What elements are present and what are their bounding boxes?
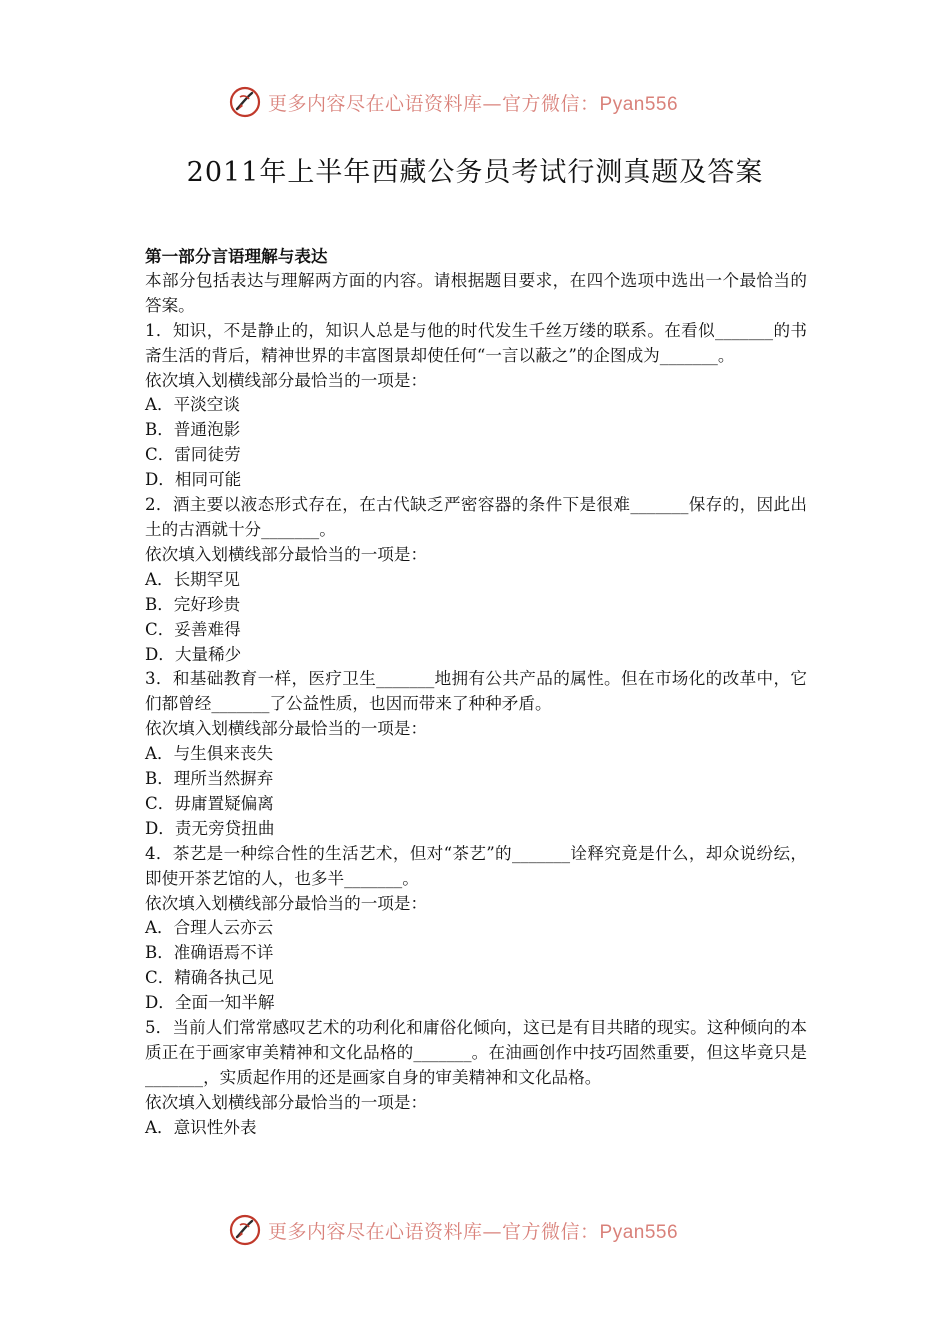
question-stem: 4．茶艺是一种综合性的生活艺术，但对“茶艺”的_______诠释究竟是什么，却众说纷纭，即使开茶艺馆的人，也多半_______。 xyxy=(145,843,807,888)
answer-option: A．合理人云亦云 xyxy=(145,918,274,938)
question-prompt: 依次填入划横线部分最恰当的一项是： xyxy=(145,893,428,913)
answer-option: C．妥善难得 xyxy=(145,619,241,639)
answer-option: D．大量稀少 xyxy=(145,644,242,664)
page-title: 2011年上半年西藏公务员考试行测真题及答案 xyxy=(186,157,764,188)
answer-option: B．完好珍贵 xyxy=(145,594,241,614)
answer-option: A．与生俱来丧失 xyxy=(145,744,274,764)
pen-logo-icon xyxy=(228,1213,262,1247)
answer-option: A．平淡空谈 xyxy=(145,395,240,415)
answer-option: B．准确语焉不详 xyxy=(145,943,274,963)
watermark-text: 更多内容尽在心语资料库—官方微信：Pyan556 xyxy=(268,1220,679,1243)
answer-option: A．长期罕见 xyxy=(145,569,240,589)
answer-option: D．相同可能 xyxy=(145,470,242,490)
question-prompt: 依次填入划横线部分最恰当的一项是： xyxy=(145,1092,428,1112)
question-prompt: 依次填入划横线部分最恰当的一项是： xyxy=(145,370,428,390)
question-prompt: 依次填入划横线部分最恰当的一项是： xyxy=(145,719,428,739)
watermark-text: 更多内容尽在心语资料库—官方微信：Pyan556 xyxy=(268,92,679,115)
answer-option: B．理所当然摒弃 xyxy=(145,769,274,789)
question-prompt: 依次填入划横线部分最恰当的一项是： xyxy=(145,544,428,564)
answer-option: B．普通泡影 xyxy=(145,420,241,440)
section-intro: 本部分包括表达与理解两方面的内容。请根据题目要求，在四个选项中选出一个最恰当的答案。 xyxy=(145,270,807,315)
question-stem: 3．和基础教育一样，医疗卫生_______地拥有公共产品的属性。但在市场化的改革中，它们都曾经_______了公益性质，也因而带来了种种矛盾。 xyxy=(145,669,807,714)
answer-option: C．精确各执己见 xyxy=(145,968,274,988)
answer-option: A．意识性外表 xyxy=(145,1117,257,1137)
answer-option: D．全面一知半解 xyxy=(145,993,275,1013)
footer-watermark-banner xyxy=(228,1212,728,1248)
document-body xyxy=(145,244,807,1141)
question-stem: 1．知识，不是静止的，知识人总是与他的时代发生千丝万缕的联系。在看似_______的书斋生活的背后，精神世界的丰富图景却使任何“一言以蔽之”的企图成为_______。 xyxy=(145,320,807,365)
section-heading: 第一部分言语理解与表达 xyxy=(145,246,328,266)
pen-logo-icon xyxy=(228,85,262,119)
answer-option: D．责无旁贷扭曲 xyxy=(145,818,275,838)
question-stem: 5．当前人们常常感叹艺术的功利化和庸俗化倾向，这已是有目共睹的现实。这种倾向的本质正在于画家审美精神和文化品格的_______。在油画创作中技巧固然重要，但这毕竟只是_______，实质起作用的还是画家自身的审美精神和文化品格。 xyxy=(145,1018,807,1087)
answer-option: C．毋庸置疑偏离 xyxy=(145,793,274,813)
question-stem: 2．酒主要以液态形式存在，在古代缺乏严密容器的条件下是很难_______保存的，因此出土的古酒就十分_______。 xyxy=(145,495,807,539)
header-watermark-banner xyxy=(228,84,728,120)
answer-option: C．雷同徒劳 xyxy=(145,445,241,465)
